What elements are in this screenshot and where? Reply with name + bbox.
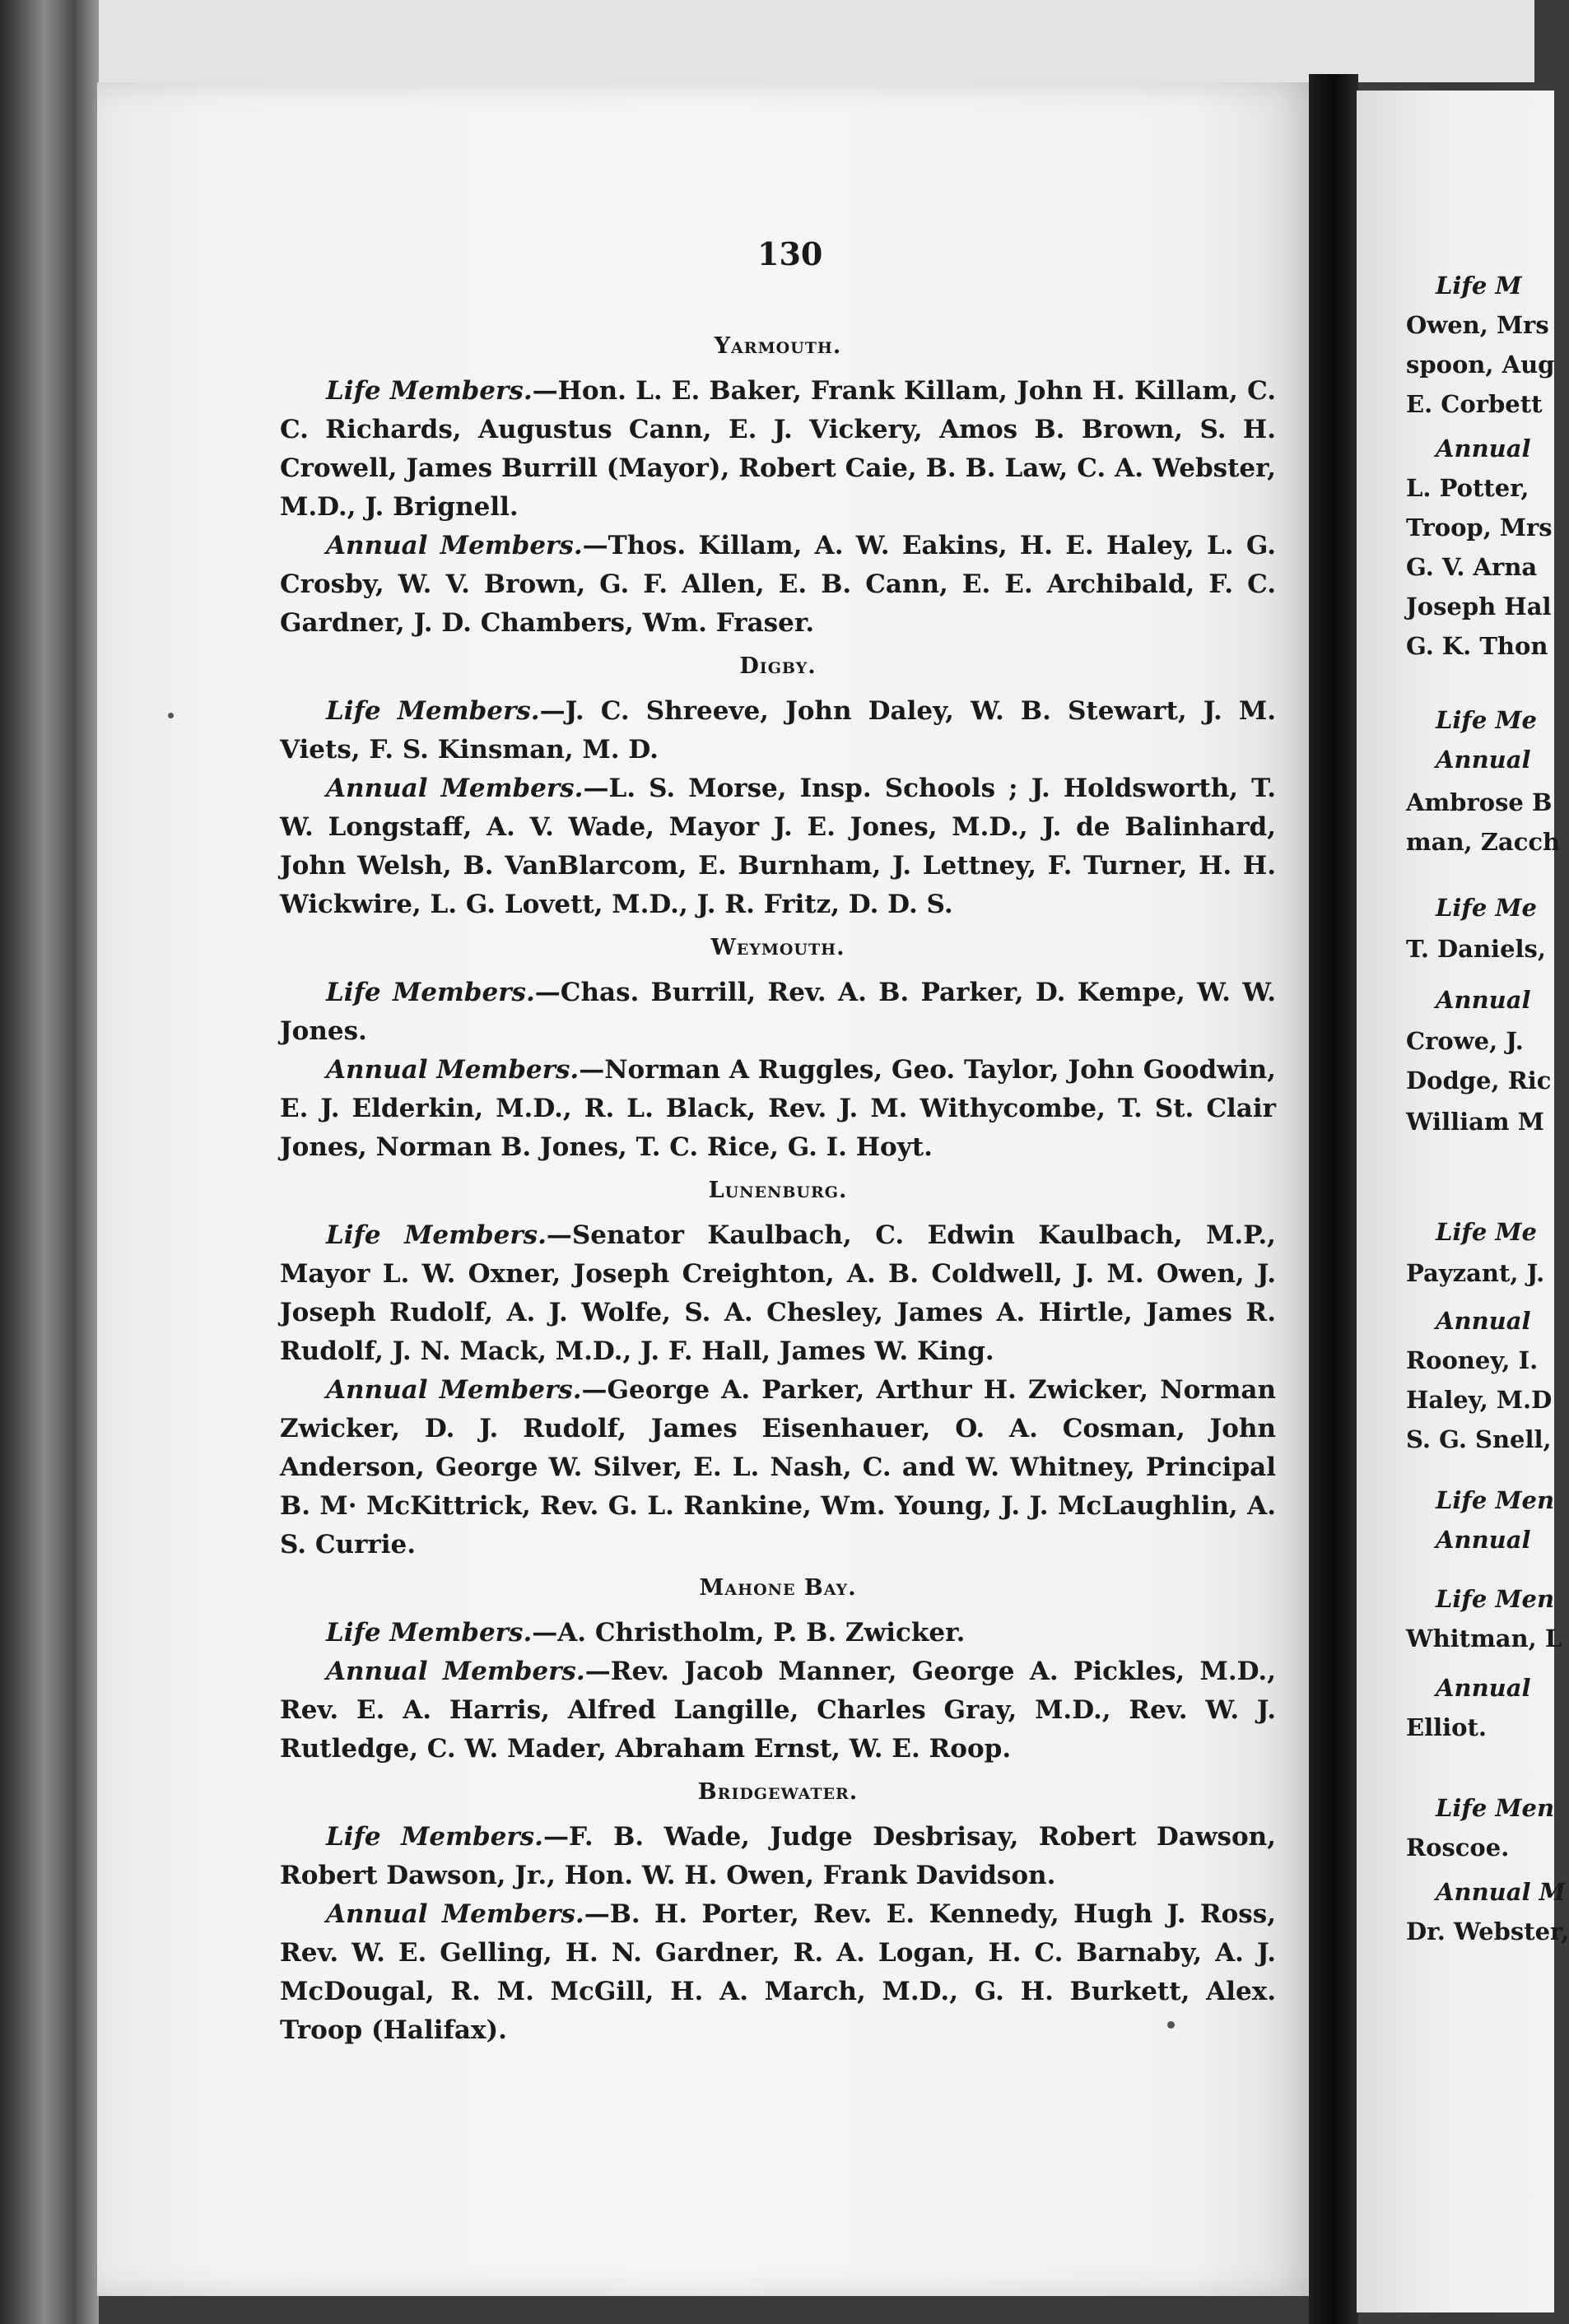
scan-top-band xyxy=(0,0,1534,82)
facing-page-text-fragment: Crowe, J. xyxy=(1406,1027,1524,1055)
scan-speck xyxy=(168,713,174,718)
member-names: —A. Christholm, P. B. Zwicker. xyxy=(532,1618,966,1648)
member-paragraph xyxy=(280,372,1276,527)
facing-page-text-fragment: William M xyxy=(1406,1108,1544,1136)
facing-page-text-fragment: Ambrose B xyxy=(1406,788,1553,816)
section xyxy=(280,329,1276,643)
member-names: —Hon. L. E. Baker, Frank Killam, John H. Killam, C. C. Richards, Augustus Cann, E. J. Vickery, Amos B. Brown, S. H. Crowell, James Burrill (Mayor), Robert Caie, B. B. Law, C. A. Webster, M.D., J. Brignell. xyxy=(280,376,1277,522)
facing-page-text-fragment: Dr. Webster, xyxy=(1406,1917,1569,1945)
facing-page-text-fragment: Roscoe. xyxy=(1406,1834,1510,1862)
membership-label: Annual Members. xyxy=(326,774,584,803)
section-title: Digby. xyxy=(739,653,817,679)
membership-label: Life Members. xyxy=(326,978,535,1007)
membership-label: Life Members. xyxy=(326,1618,533,1648)
member-names: —L. S. Morse, Insp. Schools ; J. Holdsworth, T. W. Longstaff, A. V. Wade, Mayor J. E. Jones, M.D., J. de Balinhard, John Welsh, B. VanBlarcom, E. Burnham, J. Lettney, F. Turner, H. H. Wickwire, L. G. Lovett, M.D., J. R. Fritz, D. D. S. xyxy=(280,774,1277,919)
facing-page-text-fragment: Rooney, I. xyxy=(1406,1346,1539,1374)
member-paragraph xyxy=(280,692,1276,769)
page-gutter xyxy=(1309,74,1358,2324)
facing-page-text-fragment: Life M xyxy=(1436,272,1522,300)
member-names: —J. C. Shreeve, John Daley, W. B. Stewart, J. M. Viets, F. S. Kinsman, M. D. xyxy=(280,696,1276,765)
member-paragraph xyxy=(280,1614,1276,1652)
facing-page-text-fragment: Payzant, J. xyxy=(1406,1259,1545,1287)
membership-label: Life Members. xyxy=(326,696,540,726)
membership-label: Annual Members. xyxy=(326,1899,584,1929)
facing-page-text-fragment: Life Me xyxy=(1436,894,1537,922)
book-binding-edge xyxy=(0,0,99,2324)
section-title: Lunenburg. xyxy=(708,1178,848,1203)
page-number: 130 xyxy=(757,235,823,272)
member-paragraph xyxy=(280,1051,1276,1167)
facing-page-text-fragment: Annual xyxy=(1436,986,1531,1014)
membership-list xyxy=(280,323,1276,2050)
member-names: —Chas. Burrill, Rev. A. B. Parker, D. Kempe, W. W. Jones. xyxy=(280,978,1276,1046)
membership-label: Annual Members. xyxy=(326,1657,585,1686)
membership-label: Annual Members. xyxy=(326,1375,582,1405)
scan-speck xyxy=(1167,2021,1175,2029)
facing-page-text-fragment: S. G. Snell, xyxy=(1406,1425,1552,1453)
membership-label: Annual Members. xyxy=(326,531,583,560)
facing-page-text-fragment: G. V. Arna xyxy=(1406,553,1538,581)
facing-page-text-fragment: E. Corbett xyxy=(1406,390,1543,418)
facing-page-text-fragment: Dodge, Ric xyxy=(1406,1067,1552,1095)
facing-page-text-fragment: Life Men xyxy=(1436,1585,1555,1613)
section xyxy=(280,931,1276,1167)
section-title: Mahone Bay. xyxy=(699,1575,857,1601)
member-names: —F. B. Wade, Judge Desbrisay, Robert Dawson, Robert Dawson, Jr., Hon. W. H. Owen, Frank Davidson. xyxy=(280,1822,1276,1890)
member-names: —Rev. Jacob Manner, George A. Pickles, M.D., Rev. E. A. Harris, Alfred Langille, Charles Gray, M.D., Rev. W. J. Rutledge, C. W. Mader, Abraham Ernst, W. E. Roop. xyxy=(280,1657,1277,1764)
member-names: —Senator Kaulbach, C. Edwin Kaulbach, M.P., Mayor L. W. Oxner, Joseph Creighton, A. B. Coldwell, J. M. Owen, J. Joseph Rudolf, A. J. Wolfe, S. A. Chesley, James A. Hirtle, James R. Rudolf, J. N. Mack, M.D., J. F. Hall, James W. King. xyxy=(280,1220,1276,1366)
member-paragraph xyxy=(280,974,1276,1051)
facing-page-text-fragment: Life Me xyxy=(1436,706,1537,734)
facing-page-text-fragment: Whitman, L xyxy=(1406,1624,1562,1652)
facing-page-text-fragment: T. Daniels, xyxy=(1406,935,1546,963)
facing-page-text-fragment: Owen, Mrs xyxy=(1406,311,1549,339)
member-names: —Thos. Killam, A. W. Eakins, H. E. Haley, L. G. Crosby, W. V. Brown, G. F. Allen, E. B. Cann, E. E. Archibald, F. C. Gardner, J. D. Chambers, Wm. Fraser. xyxy=(280,531,1277,638)
facing-page-text-fragment: Troop, Mrs xyxy=(1406,514,1553,541)
member-paragraph xyxy=(280,1818,1276,1895)
membership-label: Life Members. xyxy=(326,1822,543,1852)
facing-page-text-fragment: Annual xyxy=(1436,746,1531,774)
facing-page-text-fragment: Elliot. xyxy=(1406,1713,1487,1741)
facing-page-text-fragment: Annual xyxy=(1436,1307,1531,1335)
membership-label: Life Members. xyxy=(326,376,533,406)
facing-page-text-fragment: Life Me xyxy=(1436,1218,1537,1246)
member-names: —B. H. Porter, Rev. E. Kennedy, Hugh J. Ross, Rev. W. E. Gelling, H. N. Gardner, R. A. Logan, H. C. Barnaby, A. J. McDougal, R. M. McGill, H. A. March, M.D., G. H. Burkett, Alex. Troop (Halifax). xyxy=(280,1899,1276,2045)
member-paragraph xyxy=(280,1216,1276,1371)
section-title: Weymouth. xyxy=(710,935,845,960)
member-paragraph xyxy=(280,527,1276,643)
facing-page-text-fragment: Annual M xyxy=(1436,1878,1566,1906)
facing-page-text-fragment: G. K. Thon xyxy=(1406,632,1548,660)
facing-page-text-fragment: Joseph Hal xyxy=(1406,593,1552,621)
facing-page-text-fragment: Life Men xyxy=(1436,1794,1555,1822)
facing-page-text-fragment: Annual xyxy=(1436,435,1531,462)
membership-label: Annual Members. xyxy=(326,1055,580,1085)
section xyxy=(280,1775,1276,2050)
member-paragraph xyxy=(280,1652,1276,1769)
facing-page xyxy=(1357,91,1569,2312)
section xyxy=(280,1571,1276,1769)
facing-page-text-fragment: man, Zacch xyxy=(1406,828,1561,856)
member-paragraph xyxy=(280,769,1276,924)
facing-page-text-fragment: L. Potter, xyxy=(1406,474,1529,502)
section xyxy=(280,1174,1276,1564)
facing-page-text-fragment: spoon, Aug xyxy=(1406,351,1555,379)
section-title: Bridgewater. xyxy=(697,1779,859,1805)
facing-page-text-fragment: Annual xyxy=(1436,1526,1531,1554)
section xyxy=(280,649,1276,924)
member-paragraph xyxy=(280,1895,1276,2050)
membership-label: Life Members. xyxy=(326,1220,547,1250)
facing-page-text-fragment: Annual xyxy=(1436,1674,1531,1702)
facing-page-text-fragment: Life Men xyxy=(1436,1486,1555,1514)
member-paragraph xyxy=(280,1371,1276,1564)
facing-page-text-fragment: Haley, M.D xyxy=(1406,1386,1553,1414)
member-names: —Norman A Ruggles, Geo. Taylor, John Goodwin, E. J. Elderkin, M.D., R. L. Black, Rev. J. M. Withycombe, T. St. Clair Jones, Norman B. Jones, T. C. Rice, G. I. Hoyt. xyxy=(280,1055,1277,1162)
member-names: —George A. Parker, Arthur H. Zwicker, Norman Zwicker, D. J. Rudolf, James Eisenhauer, O. A. Cosman, John Anderson, George W. Silver, E. L. Nash, C. and W. Whitney, Principal B. M· McKittrick, Rev. G. L. Rankine, Wm. Young, J. J. McLaughlin, A. S. Currie. xyxy=(280,1375,1277,1559)
section-title: Yarmouth. xyxy=(714,333,842,359)
